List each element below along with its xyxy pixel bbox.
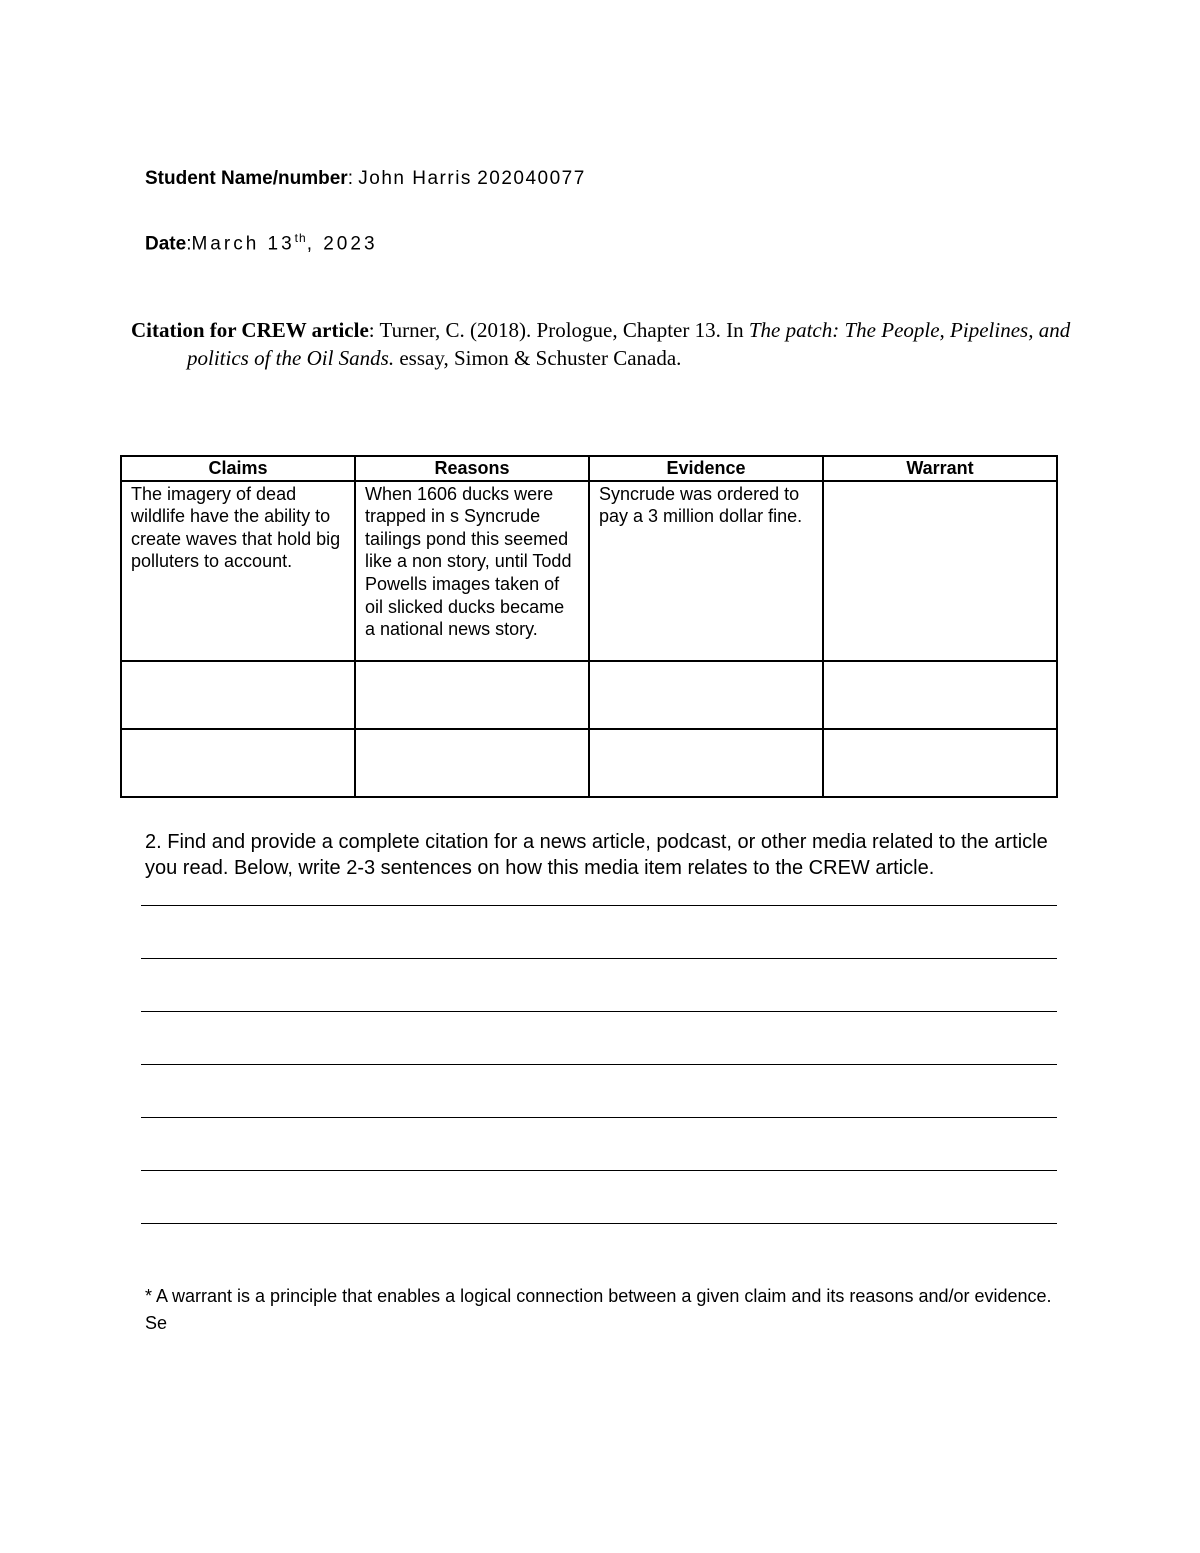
answer-line[interactable] — [141, 1064, 1057, 1065]
table-cell-evidence[interactable]: Syncrude was ordered to pay a 3 million dollar fine. — [589, 481, 823, 661]
answer-line[interactable] — [141, 958, 1057, 959]
answer-line[interactable] — [141, 905, 1057, 906]
table-cell-claim[interactable] — [121, 661, 355, 729]
date-label: Date — [145, 233, 187, 255]
footnote: * A warrant is a principle that enables a logical connection between a given claim and its reasons and/or evidence. Se — [145, 1286, 1052, 1333]
student-name-separator: : — [347, 168, 359, 189]
header-warrant: Warrant — [823, 456, 1057, 481]
student-number-value: 202040077 — [477, 168, 586, 189]
table-cell-reason[interactable]: When 1606 ducks were trapped in s Syncrude tailings pond this seemed like a non story, until Todd Powells images taken of oil slicked ducks became a national news story. — [355, 481, 589, 661]
answer-line[interactable] — [141, 1170, 1057, 1171]
header-claims: Claims — [121, 456, 355, 481]
table-cell-warrant[interactable] — [823, 661, 1057, 729]
citation-suffix: essay, Simon & Schuster Canada. — [394, 346, 682, 370]
table-cell-reason[interactable] — [355, 661, 589, 729]
date-ordinal: th — [294, 231, 307, 245]
answer-line[interactable] — [141, 1117, 1057, 1118]
table-cell-warrant[interactable] — [823, 729, 1057, 797]
table-row — [121, 661, 1057, 729]
table-cell-claim[interactable] — [121, 729, 355, 797]
crew-table — [120, 455, 1058, 798]
date-month-day: March 13 — [191, 233, 295, 255]
citation-label: Citation for CREW article — [131, 318, 369, 342]
table-cell-evidence[interactable] — [589, 729, 823, 797]
student-name-line — [145, 168, 586, 190]
answer-line[interactable] — [141, 1011, 1057, 1012]
student-name-value: John Harris — [358, 168, 472, 189]
date-year: , 2023 — [306, 233, 378, 255]
date-line — [145, 231, 378, 255]
table-cell-reason[interactable] — [355, 729, 589, 797]
citation-paragraph — [131, 316, 1117, 372]
table-header-row — [121, 456, 1057, 481]
answer-line[interactable] — [141, 1223, 1057, 1224]
student-name-label: Student Name/number — [145, 168, 348, 189]
citation-prefix: : Turner, C. (2018). Prologue, Chapter 13. In — [368, 318, 749, 342]
table-cell-evidence[interactable] — [589, 661, 823, 729]
date-separator: : — [186, 233, 192, 255]
table-cell-claim[interactable]: The imagery of dead wildlife have the ability to create waves that hold big polluters to account. — [121, 481, 355, 661]
table-row — [121, 481, 1057, 661]
header-evidence: Evidence — [589, 456, 823, 481]
citation-title: The patch: The People, Pipelines, and politics of the Oil Sands. — [187, 318, 1071, 370]
table-row — [121, 729, 1057, 797]
header-reasons: Reasons — [355, 456, 589, 481]
question-prompt: 2. Find and provide a complete citation for a news article, podcast, or other media related to the article you read. Below, write 2-3 sentences on how this media item relates to the CREW article. — [145, 831, 1048, 879]
table-cell-warrant[interactable] — [823, 481, 1057, 661]
